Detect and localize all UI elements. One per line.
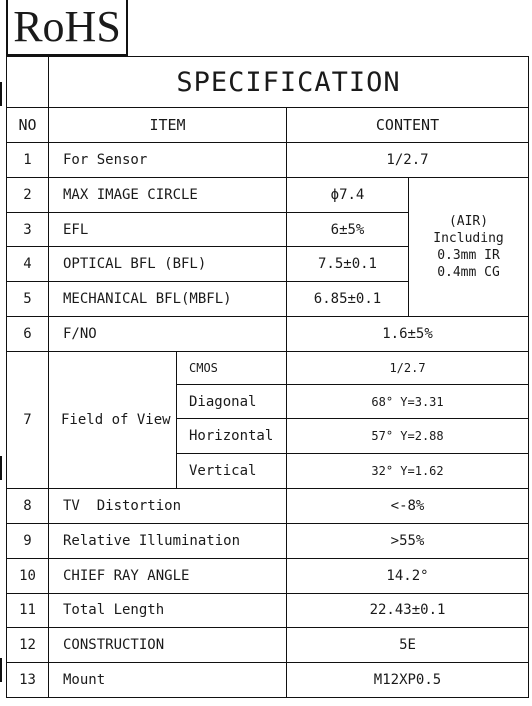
table-row: [7, 351, 529, 384]
page-title: SPECIFICATION: [49, 57, 529, 108]
row-item: For Sensor: [49, 143, 287, 178]
row-no: 9: [7, 523, 49, 558]
fov-sub-value: 32° Y=1.62: [287, 454, 529, 489]
row-content: ϕ7.4: [287, 177, 409, 212]
row-item: MECHANICAL BFL(MBFL): [49, 282, 287, 317]
bfl-note: [409, 177, 529, 316]
row-item: F/NO: [49, 317, 287, 352]
bfl-note-line: 0.3mm IR: [437, 247, 500, 263]
row-content: 5E: [287, 628, 529, 663]
table-row: [7, 489, 529, 524]
row-content: <-8%: [287, 489, 529, 524]
row-item: Mount: [49, 663, 287, 698]
fov-sub-value: 1/2.7: [287, 351, 529, 384]
row-no: 5: [7, 282, 49, 317]
header-no: NO: [7, 108, 49, 143]
row-no: 11: [7, 593, 49, 628]
row-content: M12XP0.5: [287, 663, 529, 698]
row-no: 1: [7, 143, 49, 178]
row-content: 14.2°: [287, 558, 529, 593]
table-row: [7, 628, 529, 663]
fov-sub-label: Diagonal: [177, 384, 287, 419]
row-item: Field of View: [49, 351, 177, 488]
row-no: 12: [7, 628, 49, 663]
table-row: [7, 593, 529, 628]
header-item: ITEM: [49, 108, 287, 143]
bfl-note-line: (AIR): [448, 213, 489, 229]
fov-sub-value: 68° Y=3.31: [287, 384, 529, 419]
specification-table: [6, 56, 529, 698]
row-content: 6±5%: [287, 212, 409, 247]
row-no: 4: [7, 247, 49, 282]
title-row: [7, 57, 529, 108]
row-no: 10: [7, 558, 49, 593]
row-item: CHIEF RAY ANGLE: [49, 558, 287, 593]
row-content: 7.5±0.1: [287, 247, 409, 282]
table-row: [7, 143, 529, 178]
fov-sub-label: CMOS: [177, 351, 287, 384]
row-item: OPTICAL BFL (BFL): [49, 247, 287, 282]
row-item: CONSTRUCTION: [49, 628, 287, 663]
table-row: [7, 663, 529, 698]
header-content: CONTENT: [287, 108, 529, 143]
row-no: 7: [7, 351, 49, 488]
title-spacer: [7, 57, 49, 108]
row-content: 1.6±5%: [287, 317, 529, 352]
row-content: 6.85±0.1: [287, 282, 409, 317]
rohs-badge: RoHS: [6, 0, 128, 56]
bfl-note-line: 0.4mm CG: [437, 264, 500, 280]
left-edge-mark: [0, 456, 2, 480]
row-no: 8: [7, 489, 49, 524]
row-no: 2: [7, 177, 49, 212]
table-row: [7, 523, 529, 558]
row-item: EFL: [49, 212, 287, 247]
row-item: TV Distortion: [49, 489, 287, 524]
fov-sub-label: Vertical: [177, 454, 287, 489]
fov-sub-label: Horizontal: [177, 419, 287, 454]
table-row: [7, 558, 529, 593]
table-row: [7, 317, 529, 352]
row-no: 6: [7, 317, 49, 352]
left-edge-mark: [0, 82, 2, 106]
row-no: 3: [7, 212, 49, 247]
row-content: 22.43±0.1: [287, 593, 529, 628]
row-item: Total Length: [49, 593, 287, 628]
row-item: Relative Illumination: [49, 523, 287, 558]
header-row: [7, 108, 529, 143]
row-content: 1/2.7: [287, 143, 529, 178]
row-content: >55%: [287, 523, 529, 558]
row-no: 13: [7, 663, 49, 698]
fov-sub-value: 57° Y=2.88: [287, 419, 529, 454]
left-edge-mark: [0, 658, 2, 682]
row-item: MAX IMAGE CIRCLE: [49, 177, 287, 212]
table-row: [7, 177, 529, 212]
bfl-note-line: Including: [433, 230, 504, 246]
